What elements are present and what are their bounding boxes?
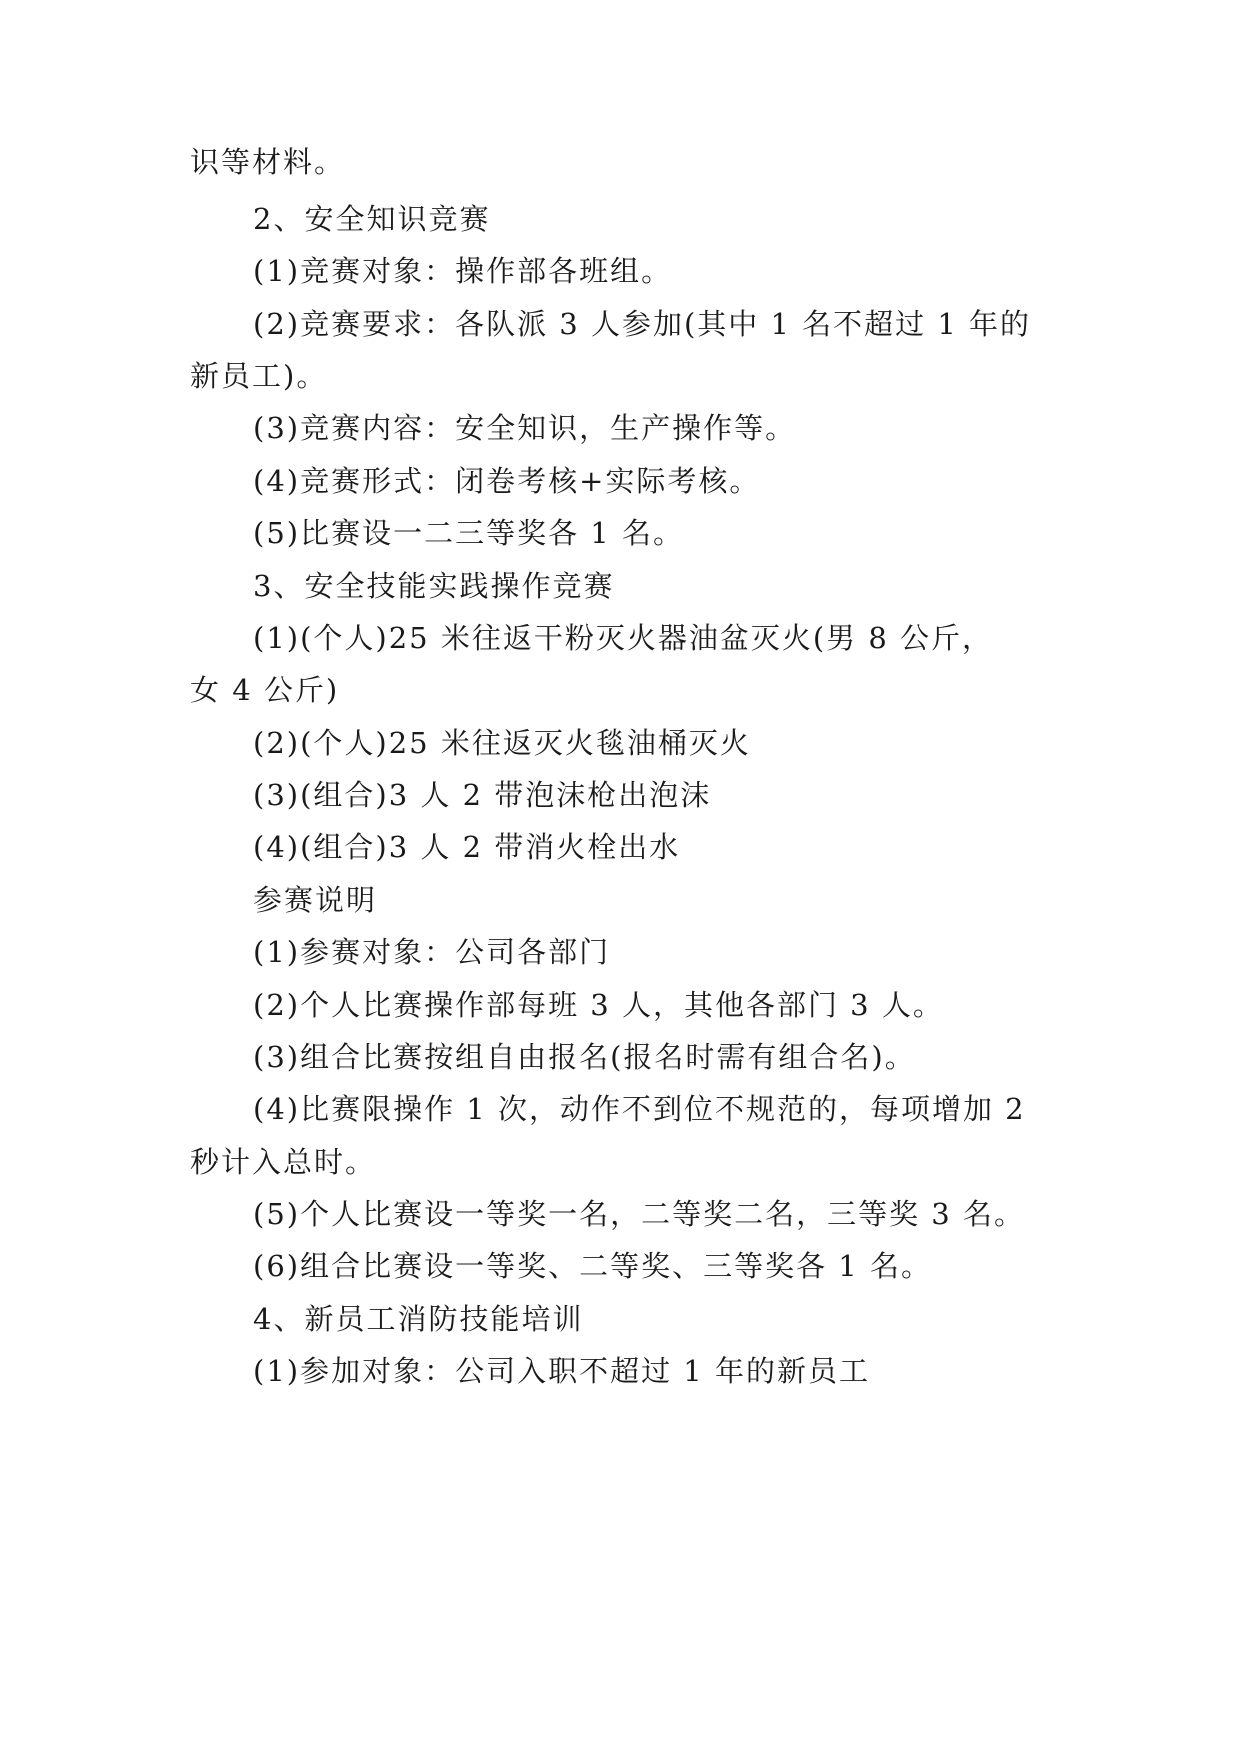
list-item: (5)个人比赛设一等奖一名，二等奖二名，三等奖 3 名。 [253,1197,1025,1231]
section-heading: 3、安全技能实践操作竞赛 [253,569,615,603]
list-item: (4)竞赛形式：闭卷考核+实际考核。 [253,464,761,498]
section-heading: 参赛说明 [253,883,378,917]
list-item: (2)个人比赛操作部每班 3 人，其他各部门 3 人。 [253,988,944,1022]
text-line: 新员工)。 [190,359,328,393]
list-item: (5)比赛设一二三等奖各 1 名。 [253,516,684,550]
text-line: 识等材料。 [190,145,346,179]
text-line: 秒计入总时。 [190,1145,377,1179]
list-item: (2)(个人)25 米往返灭火毯油桶灭火 [253,726,751,760]
text-line: 女 4 公斤) [190,673,340,707]
list-item: (1)竞赛对象：操作部各班组。 [253,254,673,288]
list-item: (3)竞赛内容：安全知识，生产操作等。 [253,411,797,445]
list-item: (3)组合比赛按组自由报名(报名时需有组合名)。 [253,1040,916,1074]
list-item: (1)参赛对象：公司各部门 [253,935,611,969]
list-item: (1)参加对象：公司入职不超过 1 年的新员工 [253,1354,870,1388]
list-item: (1)(个人)25 米往返干粉灭火器油盆灭火(男 8 公斤， [253,621,994,655]
list-item: (3)(组合)3 人 2 带泡沫枪出泡沫 [253,778,712,812]
list-item: (2)竞赛要求：各队派 3 人参加(其中 1 名不超过 1 年的 [253,307,1032,341]
section-heading: 4、新员工消防技能培训 [253,1302,584,1336]
list-item: (4)比赛限操作 1 次，动作不到位不规范的，每项增加 2 [253,1092,1026,1126]
section-heading: 2、安全知识竞赛 [253,202,491,236]
list-item: (6)组合比赛设一等奖、二等奖、三等奖各 1 名。 [253,1249,932,1283]
list-item: (4)(组合)3 人 2 带消火栓出水 [253,830,681,864]
